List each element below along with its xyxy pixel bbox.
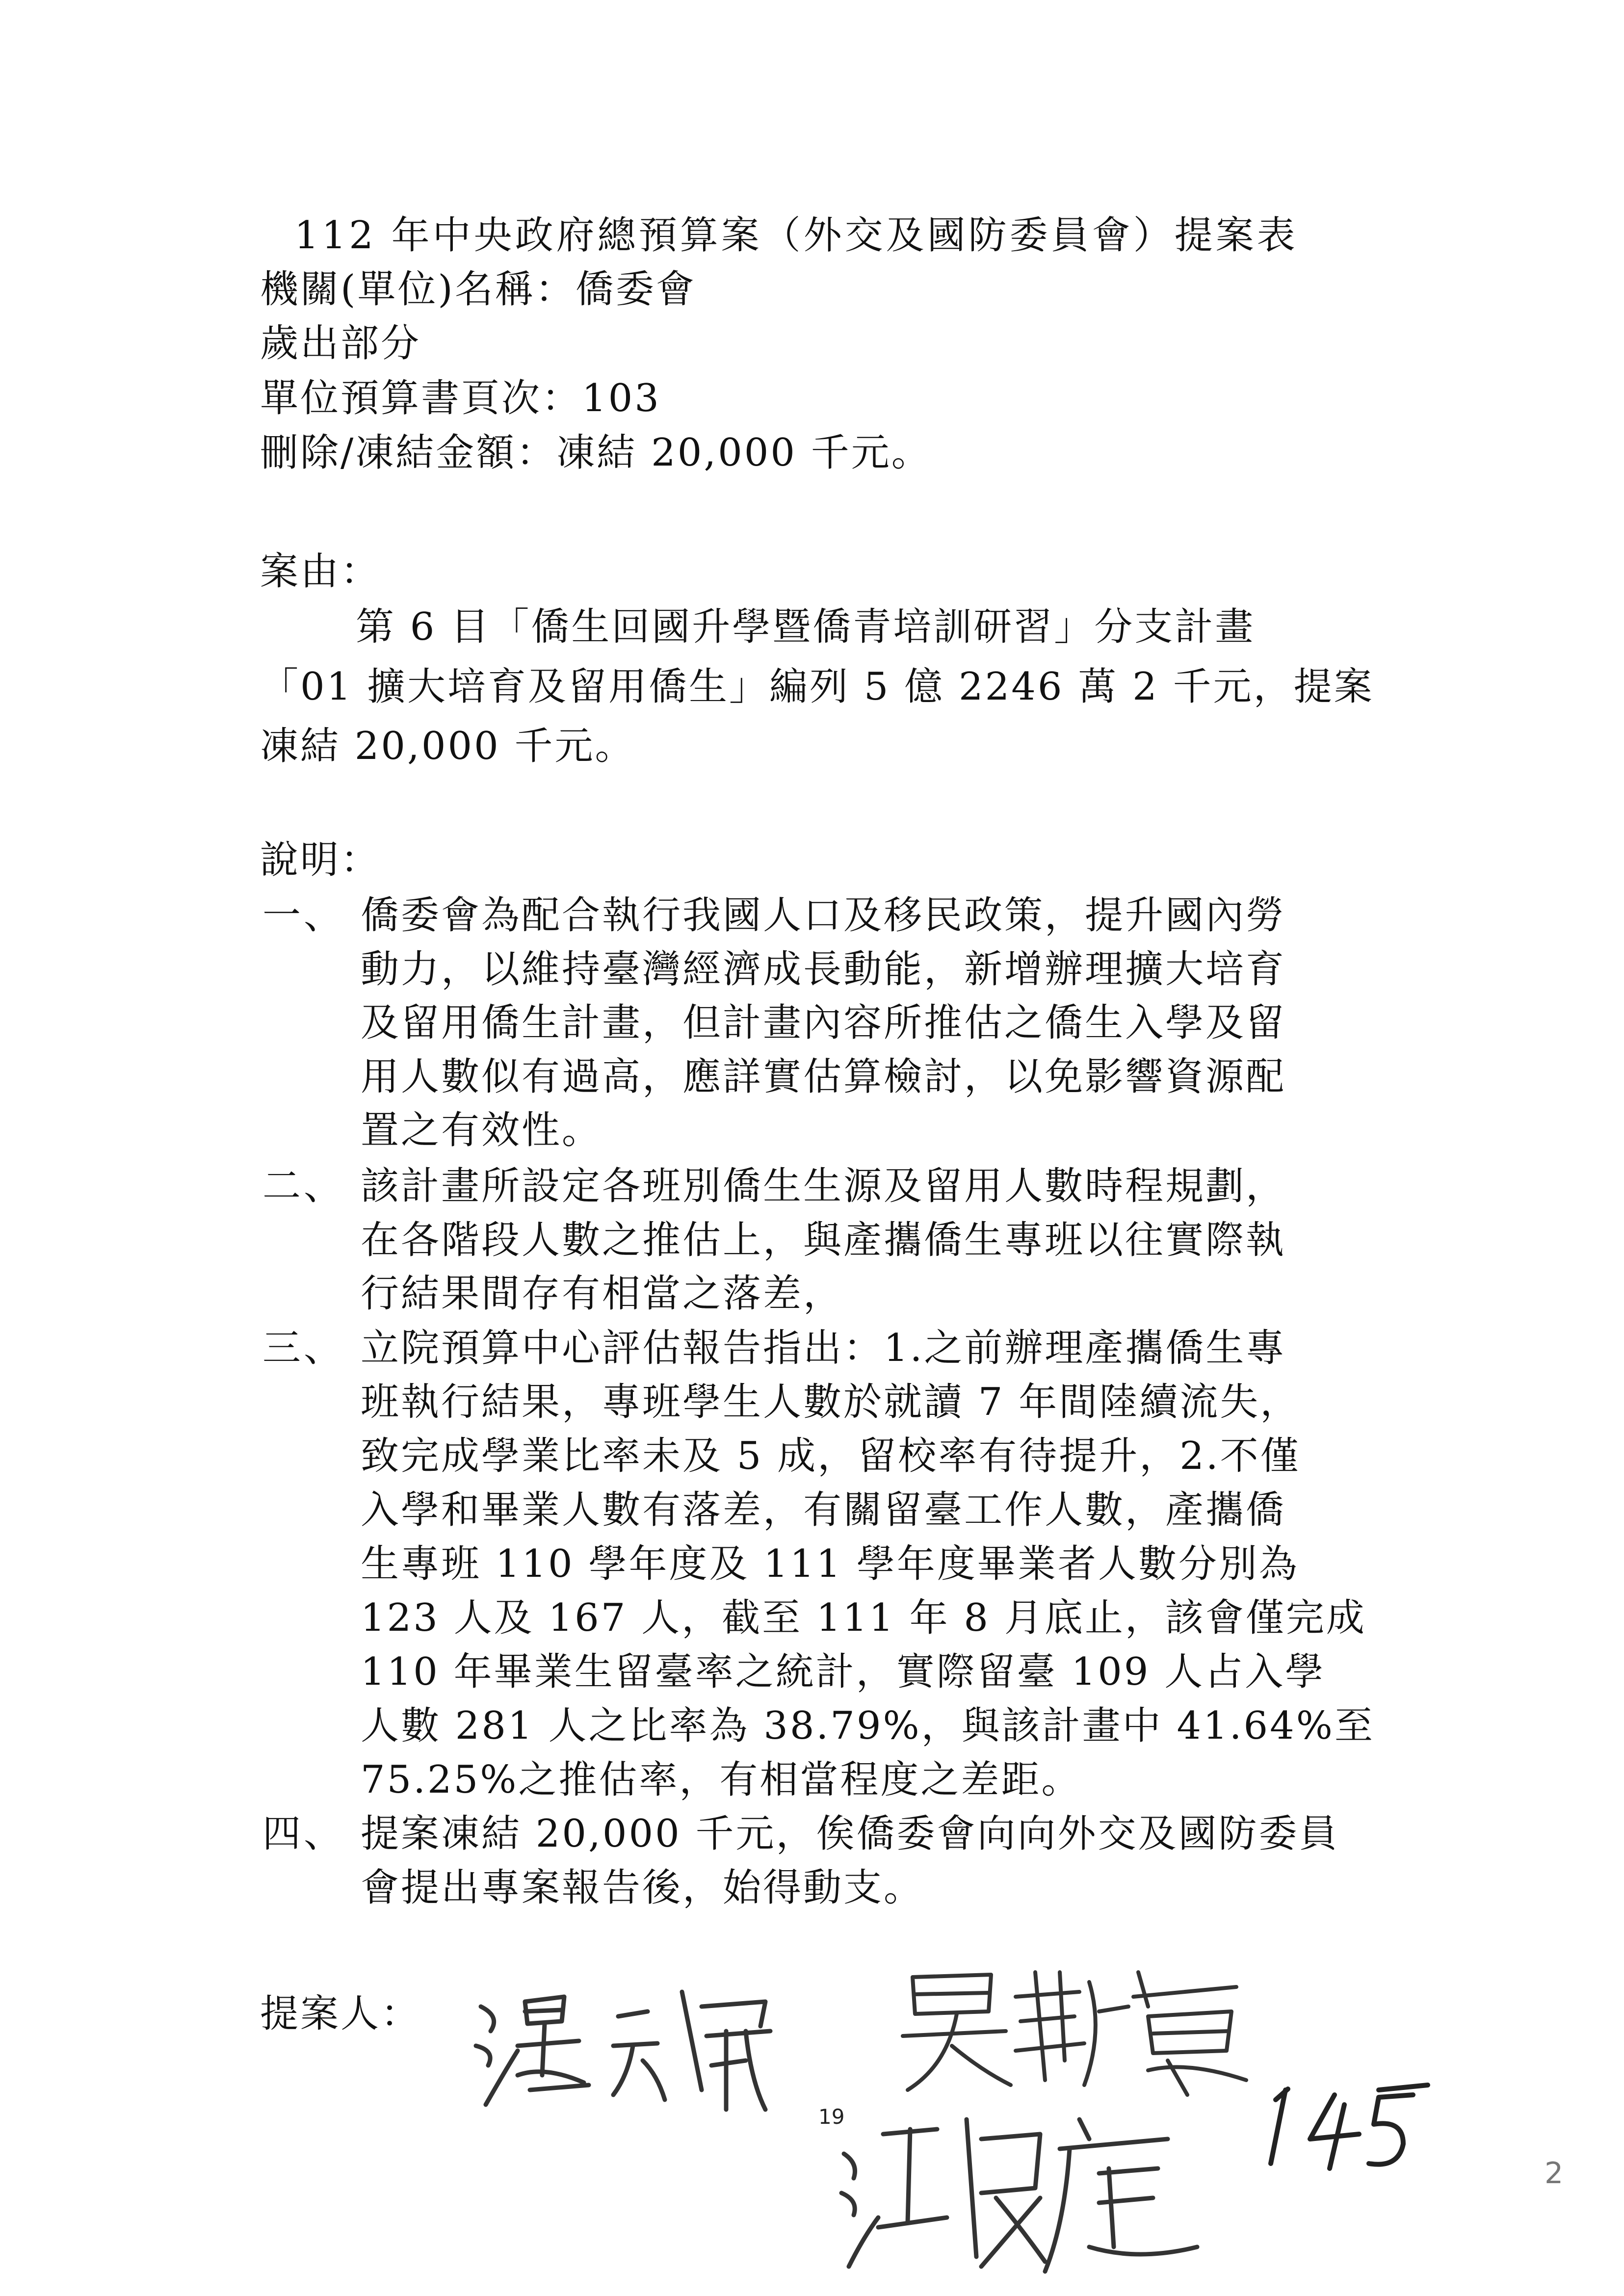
item-line: 行結果間存有相當之落差，	[361, 1272, 844, 1316]
item-line: 會提出專案報告後，始得動支。	[361, 1866, 924, 1910]
signature-1	[471, 1962, 824, 2124]
reason-line: 凍結 20,000 千元。	[260, 724, 635, 768]
item-line: 用人數似有過高，應詳實估算檢討，以免影響資源配	[361, 1055, 1286, 1099]
amount-line: 刪除/凍結金額：凍結 20,000 千元。	[260, 431, 932, 475]
item-line: 置之有效性。	[361, 1108, 602, 1152]
page-number: 2	[1545, 2156, 1564, 2191]
signature-2	[893, 1953, 1256, 2100]
item-line: 110 年畢業生留臺率之統計，實際留臺 109 人占入學	[361, 1650, 1326, 1694]
item-line: 班執行結果，專班學生人數於就讀 7 年間陸續流失，	[361, 1380, 1301, 1424]
reason-label: 案由：	[260, 549, 381, 594]
item-line: 僑委會為配合執行我國人口及移民政策，提升國內勞	[361, 893, 1286, 938]
item-number: 一、	[262, 893, 345, 938]
item-line: 生專班 110 學年度及 111 學年度畢業者人數分別為	[361, 1542, 1299, 1586]
item-line: 該計畫所設定各班別僑生生源及留用人數時程規劃，	[361, 1164, 1286, 1208]
item-line: 75.25%之推估率，有相當程度之差距。	[361, 1758, 1082, 1802]
item-line: 123 人及 167 人，截至 111 年 8 月底止，該會僅完成	[361, 1596, 1366, 1640]
explain-label: 說明：	[260, 838, 381, 882]
item-line: 入學和畢業人數有落差，有關留臺工作人數，產攜僑	[361, 1488, 1286, 1532]
item-number: 四、	[262, 1812, 345, 1856]
section-line: 歲出部分	[260, 321, 421, 365]
item-number: 二、	[262, 1164, 345, 1208]
proposer-label: 提案人：	[260, 1992, 421, 2036]
agency-line: 機關(單位)名稱：僑委會	[260, 267, 696, 312]
page-title: 112 年中央政府總預算案（外交及國防委員會）提案表	[294, 213, 1298, 258]
item-line: 致完成學業比率未及 5 成，留校率有待提升，2.不僅	[361, 1434, 1301, 1478]
signature-3	[834, 2100, 1207, 2286]
item-line: 人數 281 人之比率為 38.79%，與該計畫中 41.64%至	[361, 1704, 1375, 1748]
item-line: 提案凍結 20,000 千元，俟僑委會向向外交及國防委員	[361, 1812, 1339, 1856]
reason-line: 「01 擴大培育及留用僑生」編列 5 億 2246 萬 2 千元，提案	[260, 665, 1374, 709]
small-number: 19	[818, 2105, 845, 2129]
page-ref-line: 單位預算書頁次：103	[260, 376, 661, 420]
item-line: 及留用僑生計畫，但計畫內容所推估之僑生入學及留	[361, 1001, 1286, 1045]
handwritten-number	[1256, 2070, 1433, 2183]
item-line: 動力，以維持臺灣經濟成長動能，新增辦理擴大培育	[361, 947, 1286, 991]
reason-line: 第 6 目「僑生回國升學暨僑青培訓研習」分支計畫	[356, 605, 1256, 649]
item-line: 立院預算中心評估報告指出：1.之前辦理產攜僑生專	[361, 1326, 1286, 1370]
item-number: 三、	[262, 1326, 345, 1370]
item-line: 在各階段人數之推估上，與產攜僑生專班以往實際執	[361, 1218, 1286, 1262]
